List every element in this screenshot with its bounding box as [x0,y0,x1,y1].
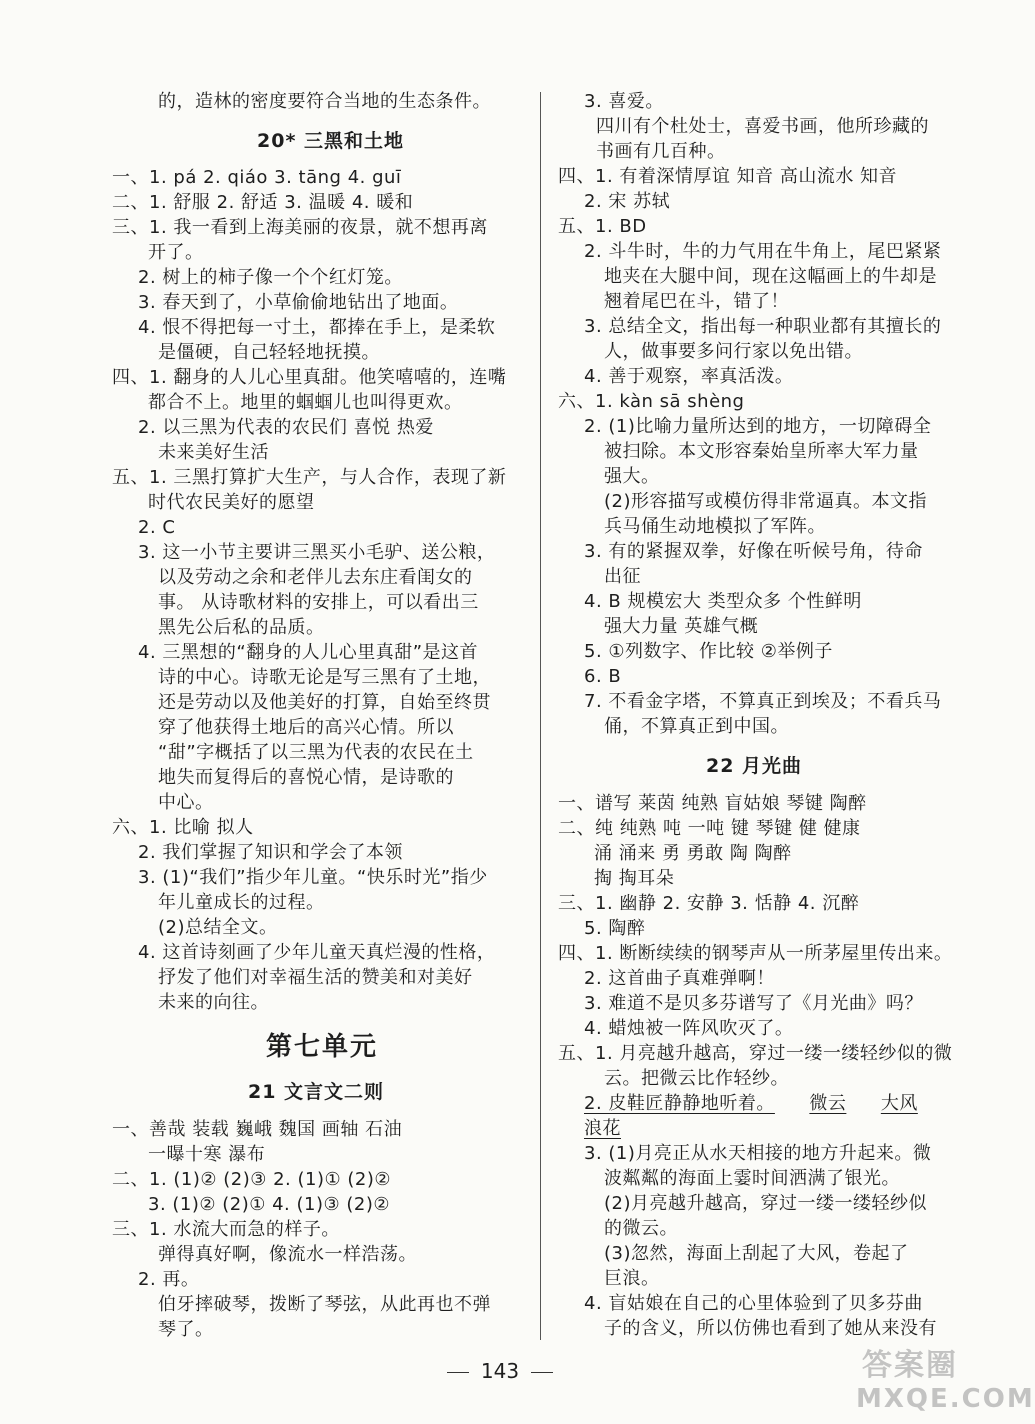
answer-line: 出征 [604,566,641,587]
answer-line: 琴了。 [158,1319,214,1340]
answer-line: 事。 从诗歌材料的安排上，可以看出三 [158,592,479,613]
answer-line: 以及劳动之余和老伴儿去东庄看闺女的 [158,567,473,588]
answer-line: 五、1. BD [558,216,647,237]
watermark-bottom-text: MXQE.COM [856,1384,1035,1414]
answer-line: 2. 我们掌握了知识和学会了本领 [138,842,403,863]
unit-title: 第七单元 [266,1032,379,1062]
answer-line: 弹得真好啊，像流水一样浩荡。 [158,1244,417,1265]
answer-line: (2)月亮越升越高，穿过一缕一缕轻纱似 [604,1193,927,1214]
answer-line: 翘着尾巴在斗，错了！ [604,291,789,312]
answer-line: 四川有个杜处士，喜爱书画，他所珍藏的 [596,116,929,137]
answer-line: 一曝十寒 瀑布 [148,1144,266,1165]
answer-line: 的，造林的密度要符合当地的生态条件。 [158,91,491,112]
answer-line: 4. 恨不得把每一寸土，都捧在手上，是柔软 [138,317,496,338]
answer-line: 被扫除。本文形容秦始皇所率大军力量 [604,441,919,462]
answer-line: 兵马俑生动地模拟了军阵。 [604,516,826,537]
answer-line: 二、1. 舒服 2. 舒适 3. 温暖 4. 暖和 [112,192,414,213]
answer-line: 3. 喜爱。 [584,91,664,112]
answer-line: 2. 树上的柿子像一个个红灯笼。 [138,267,403,288]
answer-line: 波粼粼的海面上霎时间洒满了银光。 [604,1168,900,1189]
answer-line: 年儿童成长的过程。 [158,892,325,913]
dash-left [447,1372,469,1373]
answer-line: 中心。 [158,792,214,813]
answer-line: 3. 春天到了，小草偷偷地钻出了地面。 [138,292,459,313]
column-divider [540,92,541,1340]
answer-line: 都合不上。地里的蝈蝈儿也叫得更欢。 [148,392,463,413]
answer-line: 四、1. 有着深情厚谊 知音 高山流水 知音 [558,166,898,187]
answer-line: 2. 以三黑为代表的农民们 喜悦 热爱 [138,417,434,438]
answer-line: 穿了他获得土地后的高兴心情。所以 [158,717,454,738]
answer-line: 人，做事要多问行家以免出错。 [604,341,863,362]
answer-line: 7. 不看金字塔，不算真正到埃及；不看兵马 [584,691,942,712]
answer-line: 涌 涌来 勇 勇敢 陶 陶醉 [594,843,792,864]
underlined-phrase: 微云 [809,1093,847,1114]
answer-line: 地失而复得后的喜悦心情，是诗歌的 [158,767,454,788]
page-number [430,1358,570,1384]
answer-line: 三、1. 水流大而急的样子。 [112,1219,340,1240]
section-21-title: 21 文言文二则 [248,1081,385,1103]
answer-line: 巨浪。 [604,1268,660,1289]
answer-line: 5. 陶醉 [584,918,646,939]
answer-line: 掏 掏耳朵 [594,868,675,889]
answer-line: 六、1. 比喻 拟人 [112,817,254,838]
watermark-top-text: 答案圈 [862,1348,958,1383]
answer-line: 子的含义，所以仿佛也看到了她从来没有 [604,1318,937,1339]
answer-line: 俑，不算真正到中国。 [604,716,789,737]
answer-line: 6. B [584,666,622,687]
answer-line: 3. 这一小节主要讲三黑买小毛驴、送公粮， [138,542,496,563]
answer-line: 3. (1)② (2)① 4. (1)③ (2)② [148,1194,390,1215]
watermark-logo [856,1336,1035,1422]
answer-line: 五、1. 月亮越升越高，穿过一缕一缕轻纱似的微 [558,1043,953,1064]
answer-line: 4. 蜡烛被一阵风吹灭了。 [584,1018,794,1039]
answer-line: 一、1. pá 2. qiáo 3. tāng 4. guī [112,167,402,188]
answer-line: 一、谱写 莱茵 纯熟 盲姑娘 琴键 陶醉 [558,793,867,814]
answer-line: 书画有几百种。 [596,141,726,162]
section-22-title: 22 月光曲 [706,755,803,777]
answer-line: (3)忽然，海面上刮起了大风，卷起了 [604,1243,909,1264]
answer-line: 4. 三黑想的“翻身的人儿心里真甜”是这首 [138,642,479,663]
answer-line: 时代农民美好的愿望 [148,492,315,513]
answer-line: 还是劳动以及他美好的打算，自始至终贯 [158,692,491,713]
answer-line: 4. B 规模宏大 类型众多 个性鲜明 [584,591,862,612]
answer-line: “甜”字概括了以三黑为代表的农民在土 [158,742,474,763]
answer-line: 3. 难道不是贝多芬谱写了《月光曲》吗？ [584,993,923,1014]
answer-line: 4. 盲姑娘在自己的心里体验到了贝多芬曲 [584,1293,923,1314]
answer-line: 5. ①列数字、作比较 ②举例子 [584,641,833,662]
section-20-title: 20* 三黑和土地 [257,130,404,152]
answer-line: 强大力量 英雄气概 [604,616,759,637]
answer-line: (2)形容描写或模仿得非常逼真。本文指 [604,491,927,512]
answer-line: 开了。 [148,242,204,263]
answer-line: 强大。 [604,466,660,487]
answer-line: 2. 斗牛时，牛的力气用在牛角上，尾巴紧紧 [584,241,942,262]
answer-line: 是僵硬，自己轻轻地抚摸。 [158,342,380,363]
answer-line: 2. 再。 [138,1269,200,1290]
answer-line: 五、1. 三黑打算扩大生产，与人合作，表现了新 [112,467,507,488]
answer-line: 地夹在大腿中间，现在这幅画上的牛却是 [604,266,937,287]
answer-line: 2. C [138,517,176,538]
answer-line: 3. (1)“我们”指少年儿童。“快乐时光”指少 [138,867,488,888]
answer-line: 黑先公后私的品质。 [158,617,325,638]
answer-line: 二、纯 纯熟 吨 一吨 键 琴键 健 健康 [558,818,861,839]
answer-line: 2. 宋 苏轼 [584,191,671,212]
answer-line-underlined [584,1092,918,1116]
answer-line: 四、1. 翻身的人儿心里真甜。他笑嘻嘻的，连嘴 [112,367,507,388]
answer-line: 3. (1)月亮正从水天相接的地方升起来。微 [584,1143,932,1164]
answer-line: 二、1. (1)② (2)③ 2. (1)① (2)② [112,1169,391,1190]
underlined-phrase: 2. 皮鞋匠静静地听着。 [584,1093,775,1114]
answer-line: 一、善哉 装载 巍峨 魏国 画轴 石油 [112,1119,403,1140]
answer-line: 3. 有的紧握双拳，好像在听候号角，待命 [584,541,923,562]
answer-line: 4. 善于观察，率真活泼。 [584,366,794,387]
answer-line: 三、1. 我一看到上海美丽的夜景，就不想再离 [112,217,488,238]
answer-line: 3. 总结全文，指出每一种职业都有其擅长的 [584,316,942,337]
answer-line: 六、1. kàn sā shèng [558,391,745,412]
page-number-text: 143 [480,1359,520,1383]
underlined-phrase: 大风 [880,1093,918,1114]
answer-line: 抒发了他们对幸福生活的赞美和对美好 [158,967,473,988]
answer-line: 的微云。 [604,1218,678,1239]
answer-line: (2)总结全文。 [158,917,278,938]
answer-line: 云。把微云比作轻纱。 [604,1068,789,1089]
answer-line: 四、1. 断断续续的钢琴声从一所茅屋里传出来。 [558,943,953,964]
answer-line: 未来的向往。 [158,992,269,1013]
answer-line: 4. 这首诗刻画了少年儿童天真烂漫的性格， [138,942,496,963]
answer-line: 未来美好生活 [158,442,269,463]
answer-line: 诗的中心。诗歌无论是写三黑有了土地， [158,667,491,688]
answer-line: 三、1. 幽静 2. 安静 3. 恬静 4. 沉醉 [558,893,860,914]
answer-line: 伯牙摔破琴，拨断了琴弦，从此再也不弹 [158,1294,491,1315]
underlined-phrase: 浪花 [584,1118,621,1139]
answer-line: 2. (1)比喻力量所达到的地方，一切障碍全 [584,416,932,437]
answer-line: 2. 这首曲子真难弹啊！ [584,968,775,989]
dash-right [531,1372,553,1373]
